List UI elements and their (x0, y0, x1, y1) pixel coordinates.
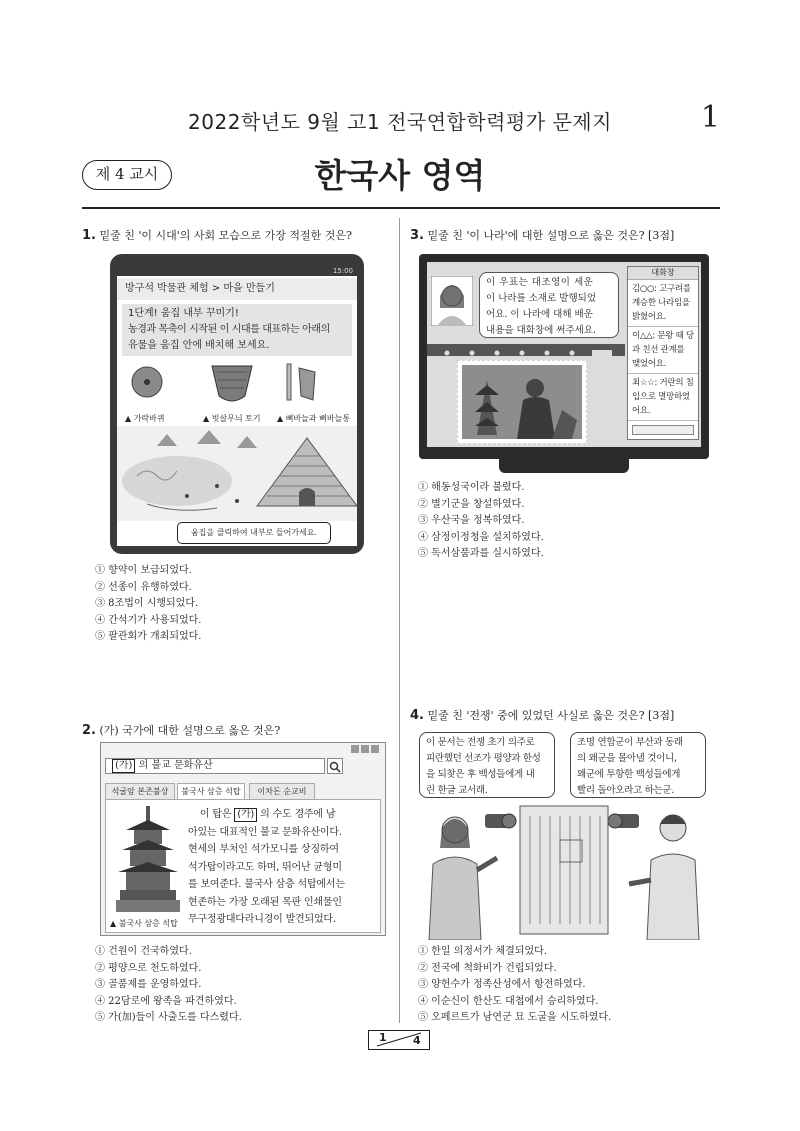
total-pages: 4 (413, 1034, 421, 1047)
q2-choices (95, 944, 242, 1027)
teacher-avatar (431, 276, 473, 326)
choice-3[interactable]: ③ 양헌수가 정족산성에서 항전하였다. (418, 979, 586, 990)
bubble-line: 린 한글 교서래. (426, 785, 488, 796)
tv-screen-device (419, 254, 709, 476)
chat-window (627, 266, 699, 440)
body-line: 현세의 부처인 석가모니를 상징하여 (188, 844, 339, 855)
speech-line: 내용을 대화창에 써주세요. (486, 325, 597, 336)
choice-4[interactable]: ④ 이순신이 한산도 대첩에서 승리하였다. (418, 995, 599, 1007)
search-tag: (가) (112, 759, 135, 773)
tv-frame (419, 254, 709, 459)
speech-bubble-right (570, 732, 706, 798)
tablet-device (110, 254, 364, 554)
artifact-label: ▲ 빗살무늬 토기 (203, 414, 261, 423)
question-2 (82, 722, 280, 738)
choice-2[interactable]: ② 평양으로 천도하였다. (95, 962, 202, 974)
museum-title: 방구석 박물관 체험 > 마을 만들기 (117, 278, 357, 300)
speech-line: 이 나라를 소재로 발행되었 (486, 293, 597, 304)
artifact-label: ▲ 가락바퀴 (125, 414, 165, 423)
ga-box: (가) (234, 808, 257, 822)
choice-2[interactable]: ② 별기군을 창설하였다. (418, 498, 525, 510)
search-input[interactable] (105, 758, 325, 774)
question-number: 1. (82, 228, 96, 243)
article-body (188, 806, 374, 929)
speech-line: 이 우표는 대조영이 세운 (486, 277, 594, 288)
bubble-line: 피란했던 선조가 평양과 한성 (426, 753, 541, 764)
choice-5[interactable]: ⑤ 가(加)들이 사출도를 다스렸다. (95, 1012, 242, 1023)
speech-bubble-left (419, 732, 555, 798)
choice-4[interactable]: ④ 삼정이정청을 설치하였다. (418, 531, 544, 543)
choice-5[interactable]: ⑤ 독서삼품과를 실시하였다. (418, 548, 544, 559)
tablet-screen (117, 266, 357, 546)
choice-1[interactable]: ① 건원이 건국하였다. (95, 946, 192, 957)
chat-input[interactable] (632, 425, 694, 435)
choice-3[interactable]: ③ 골품제를 운영하였다. (95, 979, 202, 990)
chat-message: 최☆☆: 거란의 침입으로 멸망하였어요. (628, 374, 698, 421)
choice-3[interactable]: ③ 우산국을 정복하였다. (418, 515, 525, 526)
bubble-line: 을 되찾은 후 백성들에게 내 (426, 769, 535, 780)
q3-choices (418, 480, 544, 563)
question-3 (410, 227, 674, 243)
exam-title: 2022학년도 9월 고1 전국연합학력평가 문제지 (188, 110, 612, 134)
body-text: 이 탑은 (199, 809, 232, 820)
page-number: 1 (700, 100, 720, 135)
search-query: 의 불교 문화유산 (138, 760, 213, 771)
body-line: 를 보여준다. 불국사 삼층 석탑에서는 (188, 879, 345, 890)
bubble-line: 왜군에 투항한 백성들에게 (577, 769, 681, 780)
task-box (122, 304, 352, 356)
artifacts-image (117, 360, 357, 410)
choice-4[interactable]: ④ 간석기가 사용되었다. (95, 614, 202, 626)
body-line: 석가탑이라고도 하며, 뛰어난 균형미 (188, 861, 342, 873)
choice-2[interactable]: ② 선종이 유행하였다. (95, 581, 192, 593)
question-1 (82, 227, 352, 243)
teacher-speech (479, 272, 619, 338)
task-line: 1단계! 움집 내부 꾸미기! (128, 308, 239, 319)
bubble-line: 의 왜군을 몰아낼 것이니, (577, 753, 677, 764)
speech-line: 어요. 이 나라에 대해 배운 (486, 309, 593, 320)
artifact-label: ▲ 뼈바늘과 뼈바늘통 (277, 414, 351, 423)
choice-1[interactable]: ① 한일 의정서가 체결되었다. (418, 946, 547, 957)
q1-choices (95, 563, 201, 646)
video-call-screen (427, 262, 701, 447)
current-page: 1 (379, 1031, 387, 1044)
task-line: 농경과 목축이 시작된 이 시대를 대표하는 아래의 (128, 324, 330, 335)
status-bar: 15:00 (117, 266, 357, 276)
choice-4[interactable]: ④ 22담로에 왕족을 파견하였다. (95, 995, 237, 1007)
choice-5[interactable]: ⑤ 팔관회가 개최되었다. (95, 631, 202, 642)
choice-2[interactable]: ② 전국에 척화비가 건립되었다. (418, 962, 557, 974)
window-controls[interactable] (351, 745, 381, 753)
tab-bulguksa[interactable]: 불국사 삼층 석탑 (177, 783, 245, 799)
q4-choices (418, 944, 611, 1027)
column-divider (399, 218, 400, 1023)
tv-stand (499, 459, 629, 473)
question-number: 4. (410, 708, 424, 723)
bubble-line: 빨리 돌아오라고 하는군. (577, 785, 674, 796)
bubble-line: 이 문서는 전쟁 초기 의주로 (426, 737, 535, 748)
chat-message: 김○○: 고구려를 계승한 나라임을 밝혔어요. (628, 280, 698, 327)
choice-3[interactable]: ③ 8조법이 시행되었다. (95, 598, 199, 609)
question-number: 3. (410, 228, 424, 243)
pagoda-image (116, 806, 180, 916)
tab-seokguram[interactable]: 석굴암 본존불상 (105, 783, 175, 799)
stamp-image (457, 360, 587, 444)
period-label: 제 4 교시 (82, 160, 172, 190)
question-text: 밑줄 친 '이 나라'에 대한 설명으로 옳은 것은? [3점] (427, 229, 675, 242)
body-line: 아있는 대표적인 불교 문화유산이다. (188, 826, 342, 838)
browser-window (100, 742, 386, 936)
body-text: 의 수도 경주에 남 (260, 809, 336, 820)
tab-ichadon[interactable]: 이차돈 순교비 (249, 783, 315, 799)
question-4 (410, 707, 674, 723)
bubble-line: 조명 연합군이 부산과 동래 (577, 737, 683, 748)
village-illustration[interactable] (117, 426, 357, 521)
subject-title: 한국사 영역 (314, 156, 486, 195)
question-number: 2. (82, 723, 96, 738)
choice-1[interactable]: ① 해동성국이라 불렸다. (418, 482, 525, 493)
chat-header: 대화창 (628, 267, 698, 280)
image-caption: ▲ 불국사 삼층 석탑 (110, 919, 178, 928)
task-line: 유물을 움집 안에 배치해 보세요. (128, 340, 270, 351)
chat-message: 이△△: 문왕 때 당과 친선 관계를 맺었어요. (628, 327, 698, 374)
choice-5[interactable]: ⑤ 오페르트가 남연군 묘 도굴을 시도하였다. (418, 1012, 612, 1023)
page-indicator (368, 1030, 430, 1050)
exhibit-illustration (415, 800, 715, 940)
enter-hut-prompt[interactable]: 움집을 클릭하여 내부로 들어가세요. (177, 522, 331, 544)
body-line: 현존하는 가장 오래된 목판 인쇄물인 (188, 896, 342, 908)
article-panel (105, 799, 381, 933)
search-icon[interactable] (327, 758, 343, 774)
question-text: 밑줄 친 '전쟁' 중에 있었던 사실로 옳은 것은? [3점] (427, 709, 675, 722)
body-line: 무구정광대다라니경이 발견되었다. (188, 914, 336, 925)
header-rule (82, 207, 720, 209)
choice-1[interactable]: ① 향약이 보급되었다. (95, 565, 192, 576)
question-text: (가) 국가에 대한 설명으로 옳은 것은? (99, 724, 281, 737)
call-toolbar[interactable] (427, 344, 625, 356)
question-text: 밑줄 친 '이 시대'의 사회 모습으로 가장 적절한 것은? (99, 229, 352, 242)
